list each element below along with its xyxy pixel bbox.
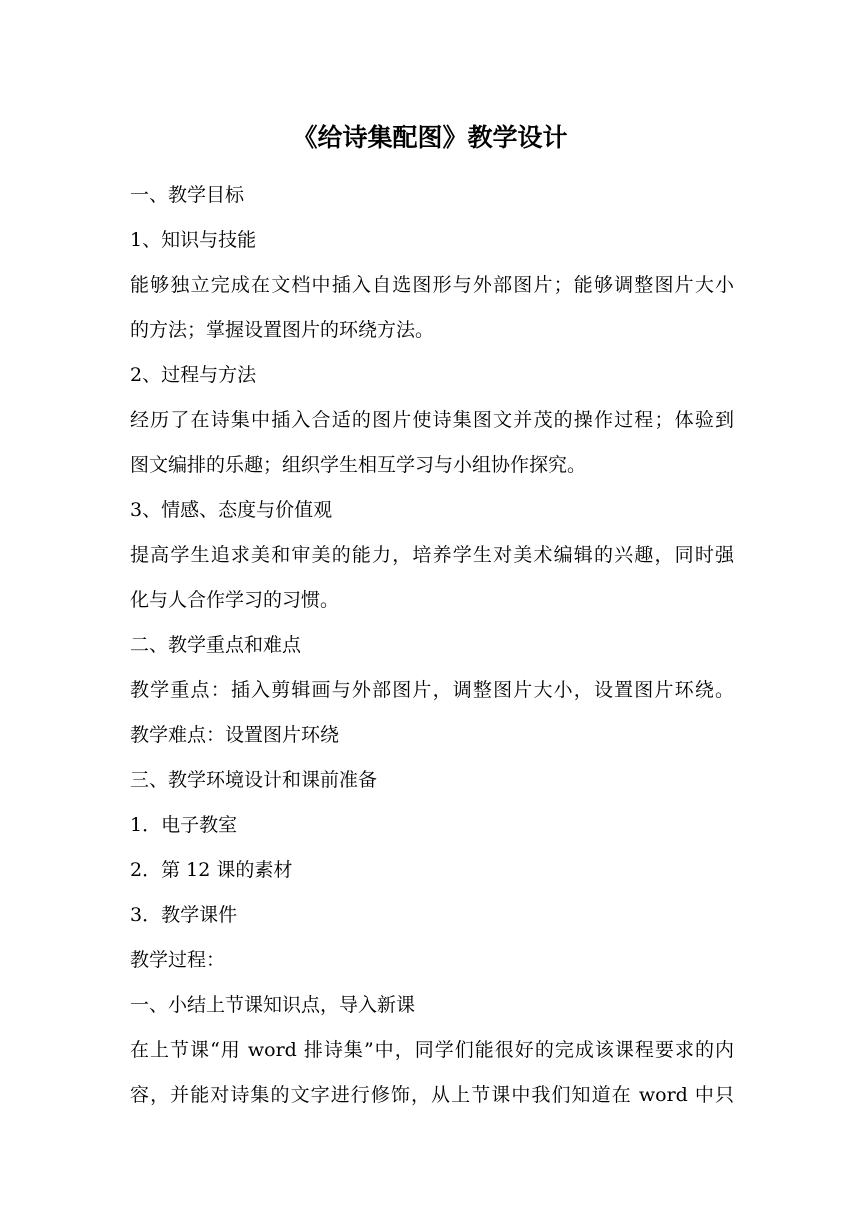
subheading-knowledge-skills: 1、知识与技能 <box>130 229 257 251</box>
section-heading-review: 一、小结上节课知识点，导入新课 <box>130 994 416 1016</box>
section-heading-environment: 三、教学环境设计和课前准备 <box>130 769 378 791</box>
paragraph-line: 的方法；掌握设置图片的环绕方法。 <box>130 319 435 341</box>
section-heading-objectives: 一、教学目标 <box>130 184 245 206</box>
document-title: 《给诗集配图》教学设计 <box>292 123 568 152</box>
paragraph-line: 经历了在诗集中插入合适的图片使诗集图文并茂的操作过程；体验到 <box>130 409 734 431</box>
section-heading-key-points: 二、教学重点和难点 <box>130 634 302 656</box>
paragraph-line: 能够独立完成在文档中插入自选图形与外部图片；能够调整图片大小 <box>130 274 734 296</box>
paragraph-line: 图文编排的乐趣；组织学生相互学习与小组协作探究。 <box>130 454 587 476</box>
teaching-process-label: 教学过程： <box>130 949 226 971</box>
list-item: 3．教学课件 <box>130 904 238 926</box>
list-item: 1．电子教室 <box>130 814 238 836</box>
paragraph-line: 化与人合作学习的习惯。 <box>130 589 340 611</box>
list-item: 2．第 12 课的素材 <box>130 859 293 881</box>
paragraph-line: 教学重点：插入剪辑画与外部图片，调整图片大小，设置图片环绕。 <box>130 679 734 701</box>
paragraph-line: 教学难点：设置图片环绕 <box>130 724 340 746</box>
subheading-process-methods: 2、过程与方法 <box>130 364 257 386</box>
paragraph-line: 容，并能对诗集的文字进行修饰，从上节课中我们知道在 word 中只 <box>130 1084 734 1106</box>
paragraph-line: 在上节课“用 word 排诗集”中，同学们能很好的完成该课程要求的内 <box>130 1039 734 1061</box>
paragraph-line: 提高学生追求美和审美的能力，培养学生对美术编辑的兴趣，同时强 <box>130 544 734 566</box>
subheading-emotion-values: 3、情感、态度与价值观 <box>130 499 333 521</box>
